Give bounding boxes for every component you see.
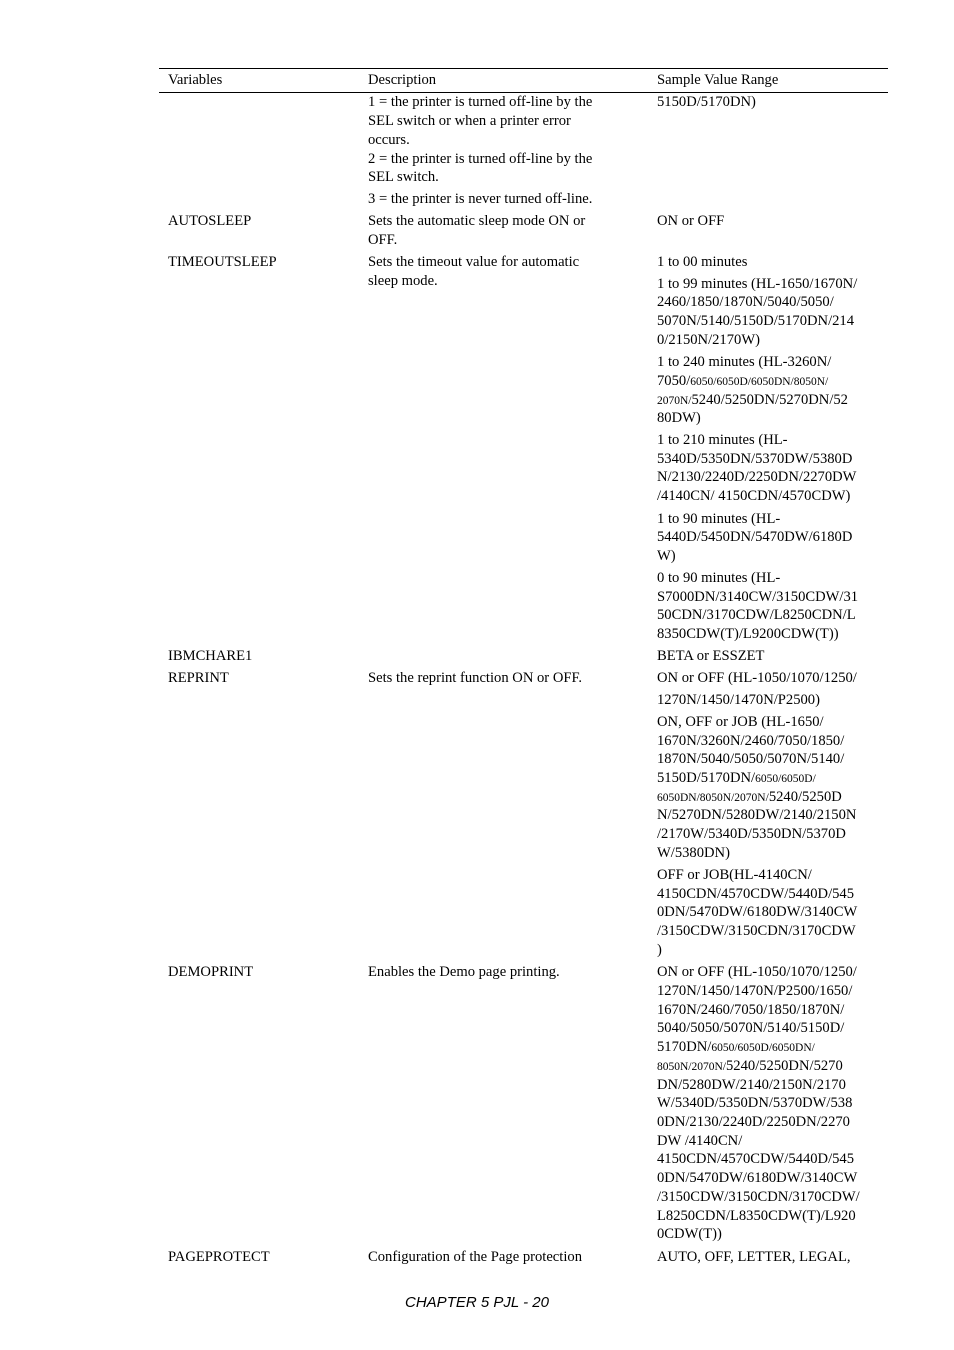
autosleep-sample-line: ON or OFF	[657, 213, 725, 229]
pageprotect-variable: PAGEPROTECT	[168, 1249, 270, 1265]
timeoutsleep-sample-line	[657, 372, 828, 392]
timeoutsleep-sample-line: 1 to 90 minutes (HL-	[657, 511, 781, 527]
header-variables: Variables	[168, 72, 223, 88]
row0-desc-line: occurs.	[368, 132, 410, 148]
timeoutsleep-sample-line: S7000DN/3140CW/3150CDW/31	[657, 589, 859, 605]
demoprint-sample-part: 8050N/2070N/	[657, 1061, 726, 1073]
reprint-sample-line: 1870N/5040/5050/5070N/5140/	[657, 751, 845, 767]
timeoutsleep-sample-line: 2460/1850/1870N/5040/5050/	[657, 294, 834, 310]
demoprint-sample-line: 0DN/5470DW/6180DW/3140CW	[657, 1170, 858, 1186]
reprint-sample-part: 5240/5250D	[768, 789, 842, 805]
reprint-sample-line	[657, 769, 816, 789]
timeoutsleep-sample-part: 5240/5250DN/5270DN/52	[691, 392, 848, 408]
demoprint-sample-line: 4150CDN/4570CDW/5440D/545	[657, 1151, 855, 1167]
reprint-sample-line: W/5380DN)	[657, 845, 730, 861]
demoprint-sample-part: 5240/5250DN/5270	[726, 1058, 843, 1074]
timeoutsleep-sample-line: 1 to 00 minutes	[657, 254, 748, 270]
reprint-sample-line: 0DN/5470DW/6180DW/3140CW	[657, 904, 858, 920]
pageprotect-desc-line: Configuration of the Page protection	[368, 1249, 582, 1265]
demoprint-sample-line: W/5340D/5350DN/5370DW/538	[657, 1095, 853, 1111]
demoprint-sample-line: 0CDW(T))	[657, 1226, 722, 1242]
reprint-sample-line: 1670N/3260N/2460/7050/1850/	[657, 733, 845, 749]
reprint-sample-part: 6050DN/8050N/2070N/	[657, 792, 769, 804]
pageprotect-sample-line: AUTO, OFF, LETTER, LEGAL,	[657, 1249, 851, 1265]
reprint-sample-line: N/5270DN/5280DW/2140/2150N	[657, 807, 857, 823]
reprint-sample-line: /2170W/5340D/5350DN/5370D	[657, 826, 846, 842]
timeoutsleep-sample-line	[657, 391, 848, 411]
reprint-sample-line: OFF or JOB(HL-4140CN/	[657, 867, 812, 883]
demoprint-sample-line: /3150CDW/3150CDN/3170CDW/	[657, 1189, 860, 1205]
demoprint-sample-line: 1270N/1450/1470N/P2500/1650/	[657, 983, 853, 999]
reprint-sample-line: ON, OFF or JOB (HL-1650/	[657, 714, 824, 730]
demoprint-sample-line: DN/5280DW/2140/2150N/2170	[657, 1077, 846, 1093]
demoprint-sample-line	[657, 1038, 815, 1058]
autosleep-desc-line: Sets the automatic sleep mode ON or	[368, 213, 586, 229]
demoprint-sample-line: ON or OFF (HL-1050/1070/1250/	[657, 964, 857, 980]
row0-desc-line: 3 = the printer is never turned off-line.	[368, 191, 593, 207]
reprint-sample-line	[657, 788, 842, 808]
demoprint-desc-line: Enables the Demo page printing.	[368, 964, 560, 980]
timeoutsleep-desc-line: Sets the timeout value for automatic	[368, 254, 580, 270]
timeoutsleep-sample-line: N/2130/2240D/2250DN/2270DW	[657, 469, 857, 485]
timeoutsleep-sample-line: 0/2150N/2170W)	[657, 332, 760, 348]
timeoutsleep-sample-line: 50CDN/3170CDW/L8250CDN/L	[657, 607, 856, 623]
timeoutsleep-sample-line: /4140CN/ 4150CDN/4570CDW)	[657, 488, 851, 504]
row0-desc-line: 2 = the printer is turned off-line by the	[368, 151, 593, 167]
timeoutsleep-sample-line: 0 to 90 minutes (HL-	[657, 570, 781, 586]
row0-sample-line: 5150D/5170DN)	[657, 94, 756, 110]
timeoutsleep-sample-line: 80DW)	[657, 410, 701, 426]
timeoutsleep-sample-line: 1 to 240 minutes (HL-3260N/	[657, 354, 832, 370]
ibmchare1-sample-line: BETA or ESSZET	[657, 648, 765, 664]
reprint-sample-line: )	[657, 942, 662, 958]
timeoutsleep-sample-line: 5070N/5140/5150D/5170DN/214	[657, 313, 855, 329]
demoprint-sample-line: 0DN/2130/2240D/2250DN/2270	[657, 1114, 850, 1130]
timeoutsleep-sample-line: 1 to 99 minutes (HL-1650/1670N/	[657, 276, 858, 292]
reprint-sample-part: 6050/6050D/	[755, 773, 816, 785]
reprint-variable: REPRINT	[168, 670, 229, 686]
timeoutsleep-sample-line: 1 to 210 minutes (HL-	[657, 432, 788, 448]
timeoutsleep-sample-part: 6050/6050D/6050DN/8050N/	[690, 376, 829, 388]
demoprint-sample-part: 6050/6050D/6050DN/	[711, 1042, 815, 1054]
row0-desc-line: SEL switch.	[368, 169, 439, 185]
timeoutsleep-sample-line: 5440D/5450DN/5470DW/6180D	[657, 529, 853, 545]
reprint-desc-line: Sets the reprint function ON or OFF.	[368, 670, 583, 686]
reprint-sample-line: 1270N/1450/1470N/P2500)	[657, 692, 820, 708]
timeoutsleep-variable: TIMEOUTSLEEP	[168, 254, 277, 270]
row0-desc-line: SEL switch or when a printer error	[368, 113, 571, 129]
autosleep-desc-line: OFF.	[368, 232, 398, 248]
demoprint-sample-line	[657, 1057, 843, 1077]
timeoutsleep-sample-line: W)	[657, 548, 676, 564]
ibmchare1-variable: IBMCHARE1	[168, 648, 253, 664]
reprint-sample-line: /3150CDW/3150CDN/3170CDW	[657, 923, 856, 939]
demoprint-sample-part: 5170DN/	[657, 1039, 712, 1055]
table-top-rule	[159, 68, 888, 69]
demoprint-sample-line: L8250CDN/L8350CDW(T)/L920	[657, 1208, 856, 1224]
timeoutsleep-sample-line: 8350CDW(T)/L9200CDW(T))	[657, 626, 839, 642]
timeoutsleep-sample-part: 7050/	[657, 373, 691, 389]
autosleep-variable: AUTOSLEEP	[168, 213, 252, 229]
demoprint-sample-line: DW /4140CN/	[657, 1133, 743, 1149]
demoprint-variable: DEMOPRINT	[168, 964, 254, 980]
header-description: Description	[368, 72, 437, 88]
row0-desc-line: 1 = the printer is turned off-line by the	[368, 94, 593, 110]
page-footer: CHAPTER 5 PJL - 20	[405, 1294, 549, 1311]
header-sample: Sample Value Range	[657, 72, 779, 88]
reprint-sample-line: 4150CDN/4570CDW/5440D/545	[657, 886, 855, 902]
timeoutsleep-desc-line: sleep mode.	[368, 273, 438, 289]
demoprint-sample-line: 5040/5050/5070N/5140/5150D/	[657, 1020, 845, 1036]
demoprint-sample-line: 1670N/2460/7050/1850/1870N/	[657, 1002, 845, 1018]
reprint-sample-part: 5150D/5170DN/	[657, 770, 756, 786]
timeoutsleep-sample-line: 5340D/5350DN/5370DW/5380D	[657, 451, 853, 467]
timeoutsleep-sample-part: 2070N/	[657, 395, 692, 407]
reprint-sample-line: ON or OFF (HL-1050/1070/1250/	[657, 670, 857, 686]
